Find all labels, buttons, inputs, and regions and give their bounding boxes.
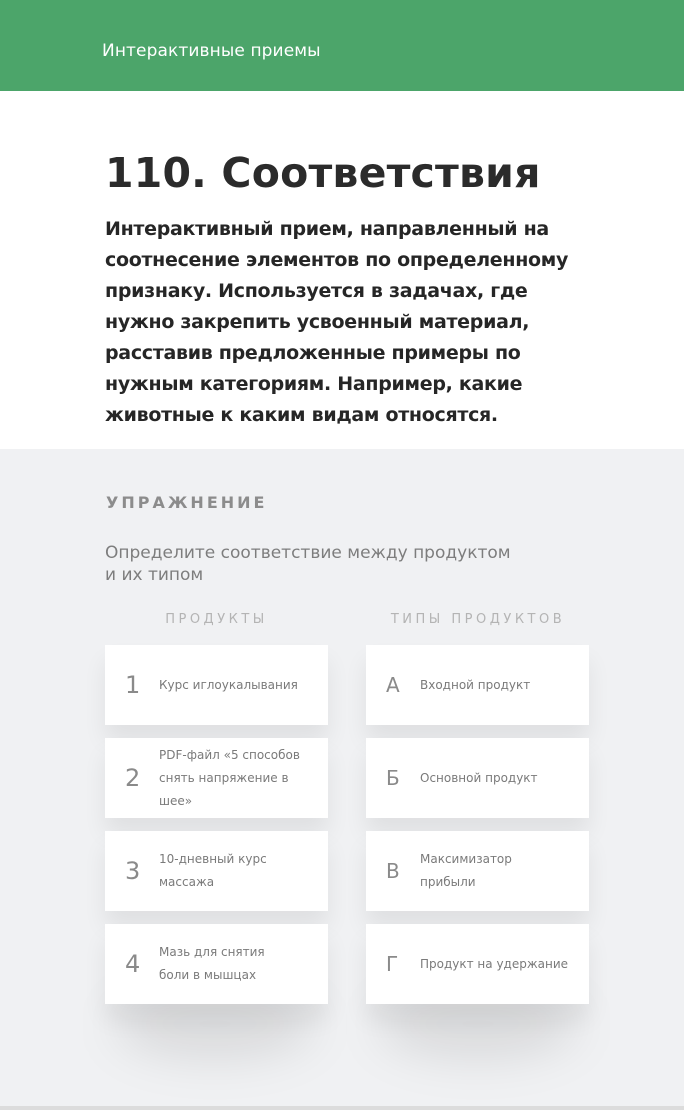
product-text: Мазь для снятия боли в мышцах [159,945,265,982]
product-text: Курс иглоукалывания [159,677,298,692]
product-card-2[interactable] [105,738,328,818]
product-text: PDF-файл «5 способов снять напряжение в шее» [159,747,300,808]
type-card-v[interactable] [366,831,589,911]
type-letter: А [386,673,400,697]
type-text: Входной продукт [420,677,531,692]
product-text: 10-дневный курс массажа [159,852,267,889]
intro-description: Интерактивный прием, направленный на соотнесение элементов по определенному признаку. Используется в задачах, где нужно закрепить усвоенный материал, расставив предложенные примеры по нужным категориям. Например, какие животные к каким видам относятся. [105,218,569,426]
product-card-1[interactable] [105,645,328,725]
type-letter: В [386,859,400,883]
type-text: Продукт на удержание [420,956,569,971]
type-card-b[interactable] [366,738,589,818]
type-text: Основной продукт [420,770,538,785]
types-column-header: ТИПЫ ПРОДУКТОВ [390,612,566,627]
product-number: 4 [125,950,141,978]
page-title: 110. Соответствия [105,149,541,197]
type-letter: Г [386,952,399,976]
intro-section [0,91,684,449]
type-card-a[interactable] [366,645,589,725]
exercise-task: Определите соответствие между продуктом и их типом [105,543,511,585]
product-number: 3 [125,857,141,885]
products-column-header: ПРОДУКТЫ [165,612,268,627]
exercise-label: УПРАЖНЕНИЕ [106,493,268,512]
header-title: Интерактивные приемы [102,41,321,61]
product-number: 2 [125,764,141,792]
product-card-4[interactable] [105,924,328,1004]
product-card-3[interactable] [105,831,328,911]
product-number: 1 [125,671,141,699]
header-bar [0,0,684,91]
type-card-g[interactable] [366,924,589,1004]
type-text: Максимизатор прибыли [420,852,512,889]
exercise-section [0,449,684,1110]
type-letter: Б [386,766,400,790]
bottom-divider [0,1106,684,1110]
